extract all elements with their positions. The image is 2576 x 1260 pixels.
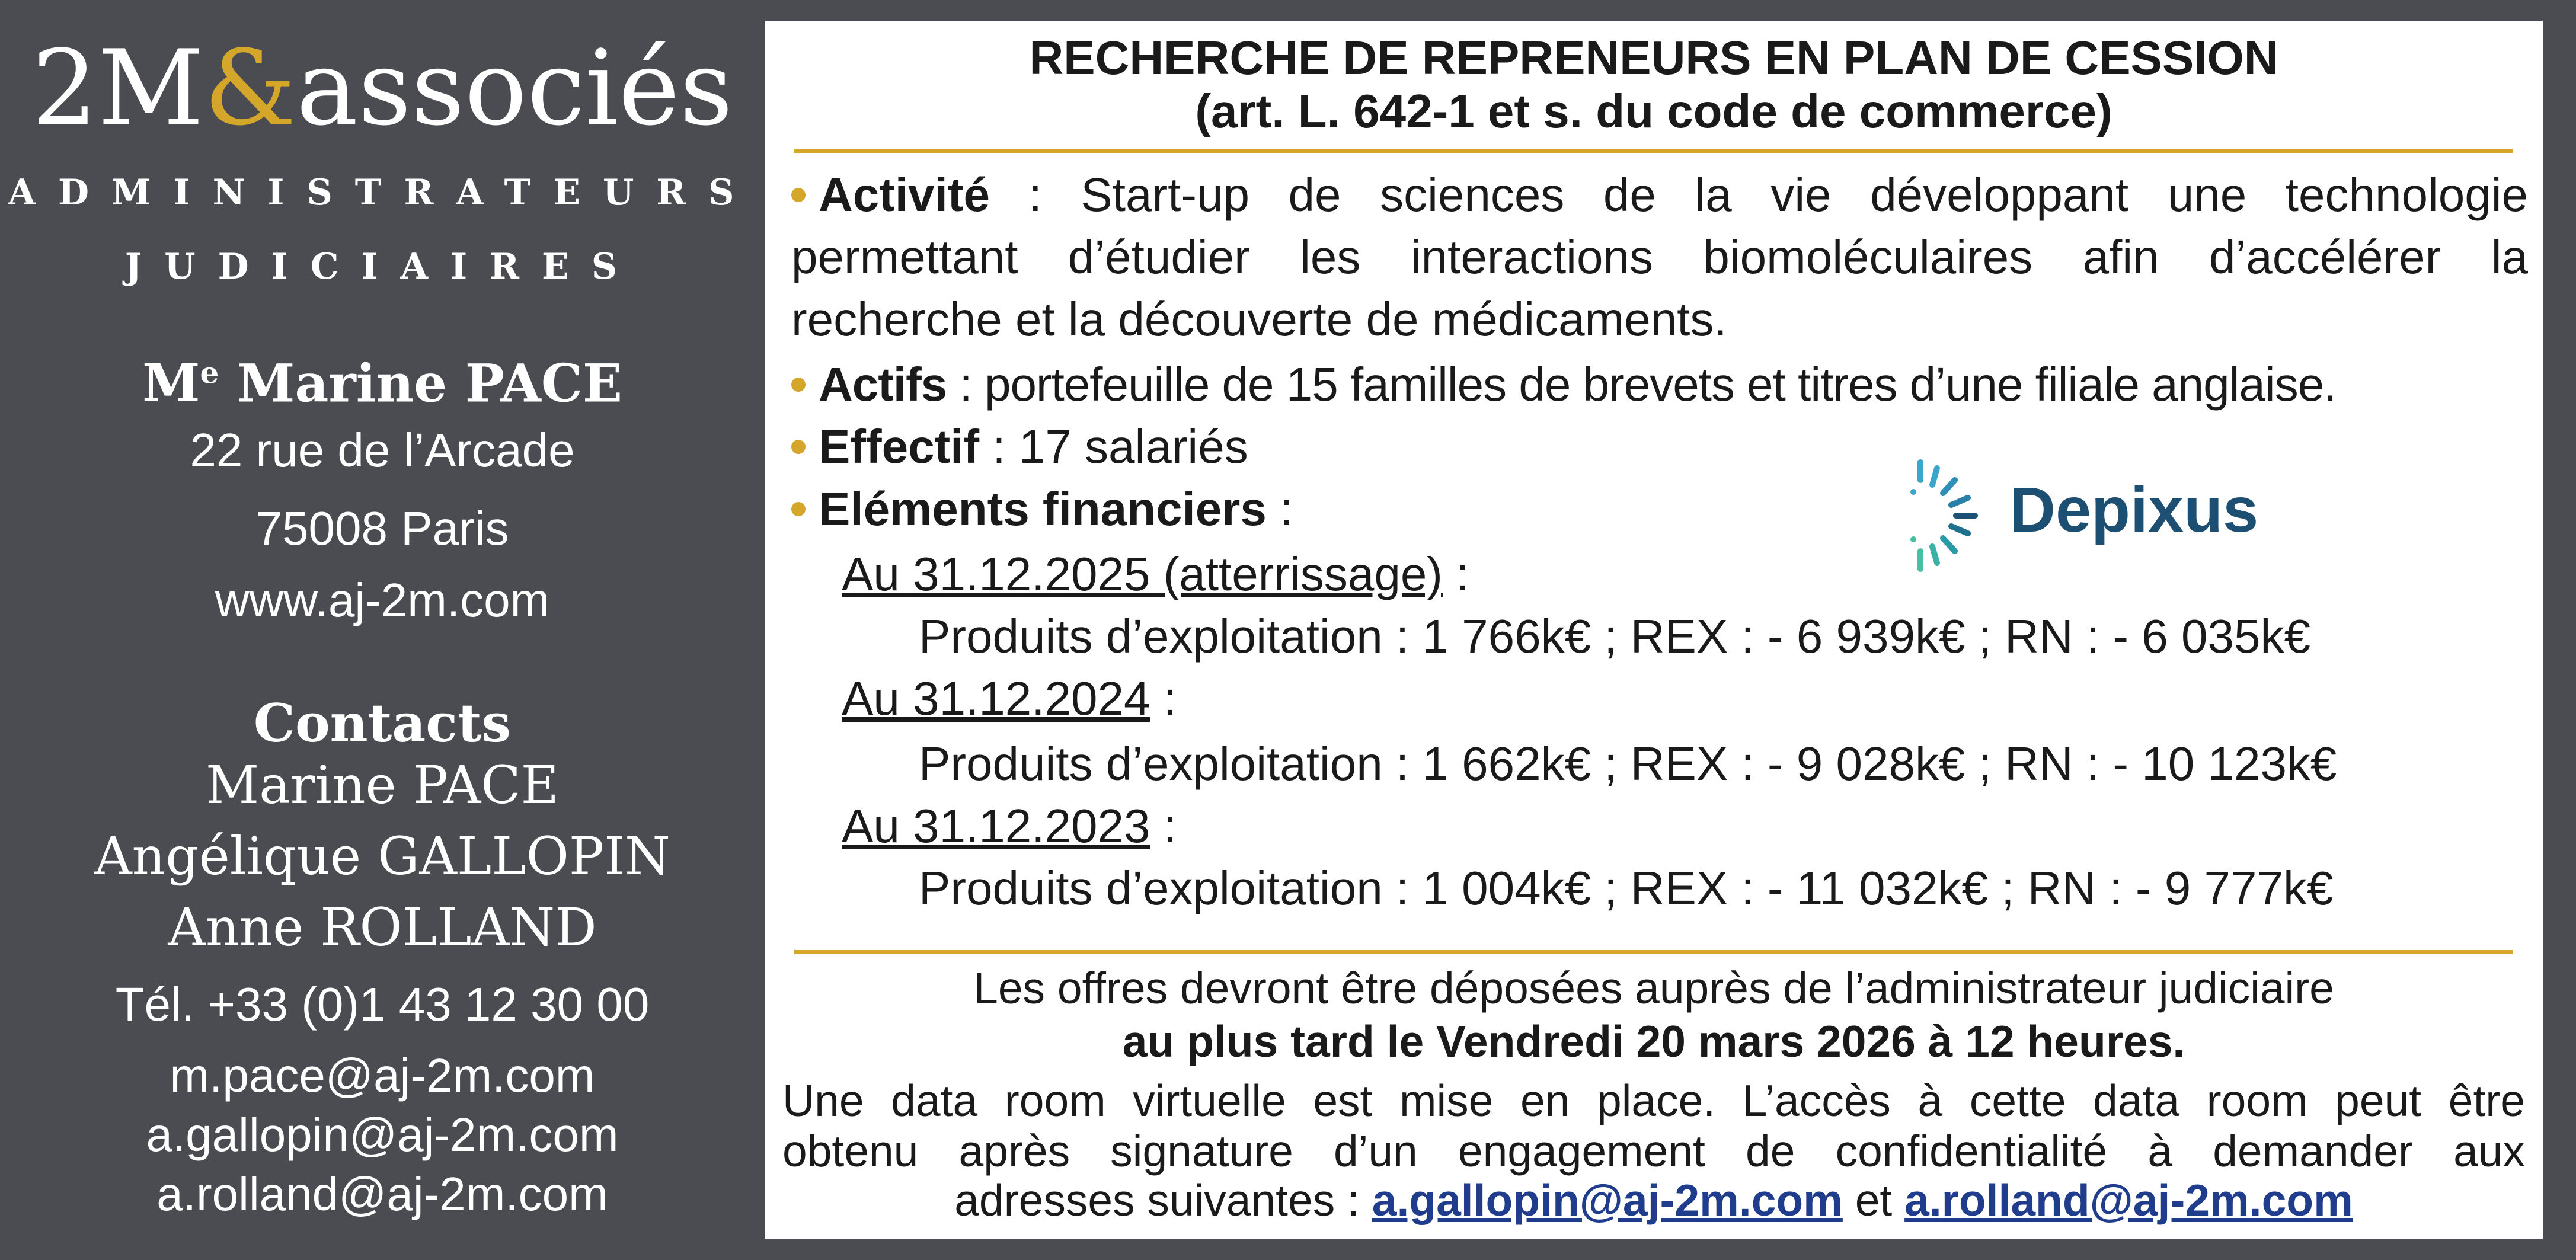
year-label-line [842, 542, 2576, 606]
assets-label: Actifs [819, 358, 947, 411]
notice-subtitle: (art. L. 642-1 et s. du code de commerce) [1195, 85, 2112, 137]
offers-line: Les offres devront être déposées auprès de l’administrateur judiciaire [973, 963, 2334, 1013]
contact-name: Marine PACE [206, 754, 559, 816]
dataroom-line-2: obtenu après signature d’un engagement de confidentialité à demander aux [782, 1126, 2525, 1176]
year-figures: Produits d’exploitation : 1 004k€ ; REX : - 11 032k€ ; RN : - 9 777k€ [919, 862, 2334, 914]
year-label-line [842, 667, 2576, 731]
company-logo-text: Depixus [2009, 474, 2259, 545]
address-line-2: 75008 Paris [255, 502, 509, 555]
year-suffix: : [1150, 800, 1177, 852]
contact-email[interactable]: m.pace@aj-2m.com [170, 1049, 595, 1102]
logo-suffix: associés [296, 28, 733, 149]
starburst-icon [1909, 456, 1997, 575]
year-label: Au 31.12.2024 [842, 672, 1150, 725]
contact-email[interactable]: a.gallopin@aj-2m.com [146, 1108, 619, 1161]
year-label-line [842, 794, 2576, 858]
dataroom-prefix: adresses suivantes : [954, 1175, 1372, 1225]
notice-panel [765, 21, 2543, 1239]
staff-label: Effectif [819, 420, 980, 473]
assets-line [791, 353, 2528, 417]
contact-name: Angélique GALLOPIN [94, 826, 670, 887]
dataroom-email-link[interactable]: a.gallopin@aj-2m.com [1372, 1175, 1843, 1225]
activity-line-1 [791, 163, 2528, 227]
financials-label: Eléments financiers [819, 482, 1267, 535]
offers-deadline: au plus tard le Vendredi 20 mars 2026 à 12 heures. [1122, 1016, 2185, 1066]
bullet-icon [791, 440, 806, 454]
firm-website[interactable]: www.aj-2m.com [215, 574, 550, 626]
year-suffix: : [1442, 548, 1469, 600]
activity-label: Activité [819, 168, 990, 221]
dataroom-and: et [1842, 1175, 1905, 1225]
year-suffix: : [1150, 672, 1177, 725]
year-figures: Produits d’exploitation : 1 766k€ ; REX : - 6 939k€ ; RN : - 6 035k€ [919, 610, 2310, 663]
address-line-1: 22 rue de l’Arcade [190, 424, 575, 477]
staff-text: : 17 salariés [979, 420, 1248, 473]
bullet-icon [791, 188, 806, 202]
logo-prefix: 2M [31, 28, 204, 149]
administrator-name-line [0, 344, 765, 412]
logo-ampersand: & [204, 28, 296, 149]
divider-top [794, 149, 2513, 153]
contact-name: Anne ROLLAND [168, 897, 597, 958]
activity-line-3: recherche et la découverte de médicaments. [791, 293, 1727, 346]
company-logo [1909, 456, 2276, 575]
contact-phone: Tél. +33 (0)1 43 12 30 00 [115, 978, 650, 1031]
dataroom-email-link[interactable]: a.rolland@aj-2m.com [1904, 1175, 2353, 1225]
firm-sidebar [0, 0, 765, 1260]
dataroom-line-3 [782, 1173, 2525, 1227]
year-figures: Produits d’exploitation : 1 662k€ ; REX : - 9 028k€ ; RN : - 10 123k€ [919, 737, 2337, 790]
notice-title: RECHERCHE DE REPRENEURS EN PLAN DE CESSION [1029, 31, 2278, 84]
contacts-heading: Contacts [253, 692, 512, 754]
firm-tagline-1: ADMINISTRATEURS [8, 172, 757, 213]
firm-tagline-2: JUDICIAIRES [124, 246, 640, 287]
divider-bottom [794, 950, 2513, 954]
year-label: Au 31.12.2025 (atterrissage) [842, 548, 1443, 600]
assets-text: : portefeuille de 15 familles de brevets et titres d’une filiale anglaise. [947, 358, 2337, 411]
administrator-name: Marine PACE [236, 352, 622, 414]
contact-email[interactable]: a.rolland@aj-2m.com [156, 1168, 608, 1220]
firm-logo [0, 30, 765, 148]
activity-line-2: permettant d’étudier les interactions biomoléculaires afin d’accélérer la [791, 231, 2528, 283]
year-label: Au 31.12.2023 [842, 800, 1150, 852]
activity-text: : Start-up de sciences de la vie développant une technologie [989, 168, 2528, 221]
bullet-icon [791, 502, 806, 516]
financials-suffix: : [1266, 482, 1293, 535]
bullet-icon [791, 378, 806, 392]
dataroom-line-1: Une data room virtuelle est mise en place. L’accès à cette data room peut être [782, 1076, 2525, 1125]
administrator-title: Me [142, 352, 219, 414]
